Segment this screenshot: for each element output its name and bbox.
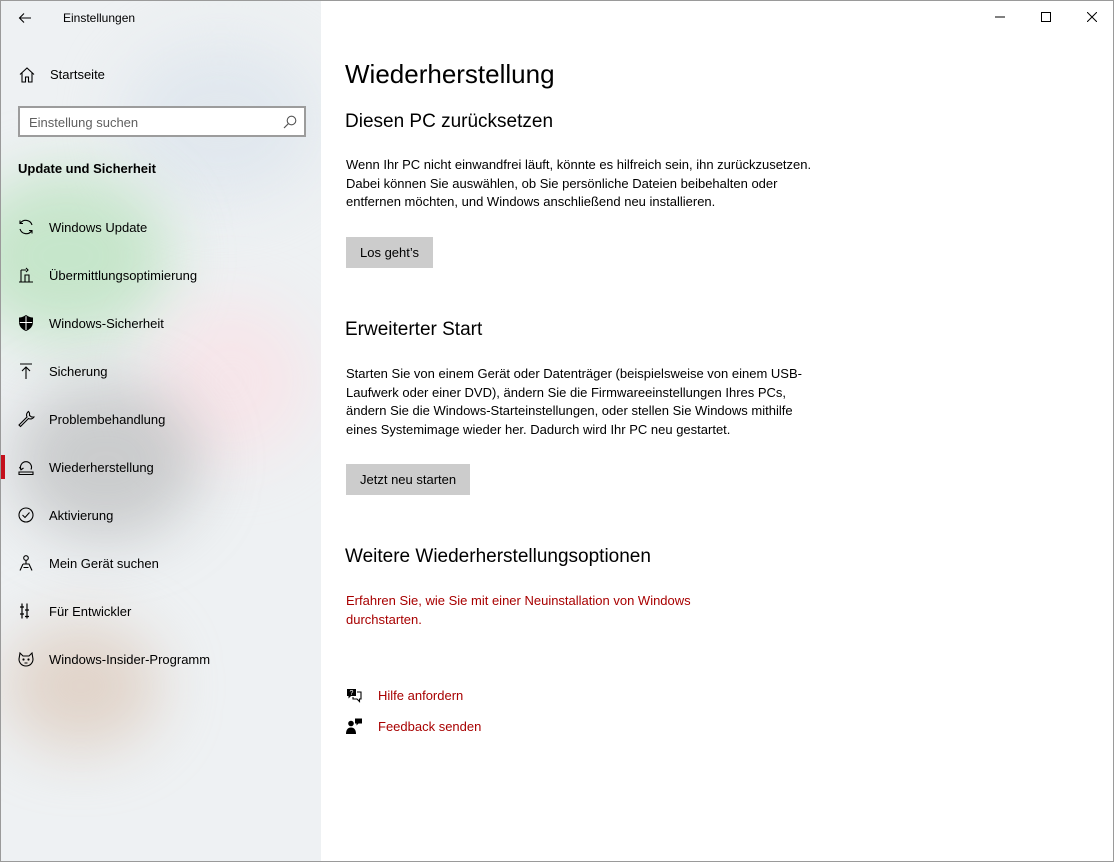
- close-button[interactable]: [1069, 1, 1114, 33]
- wrench-icon: [16, 409, 36, 429]
- feedback-person-icon: [345, 717, 363, 735]
- app-title: Einstellungen: [63, 11, 136, 25]
- sidebar-item-label: Aktivierung: [49, 508, 114, 523]
- sidebar-item-label: Wiederherstellung: [49, 460, 154, 475]
- send-feedback-link[interactable]: [345, 716, 645, 738]
- get-help-link[interactable]: [345, 685, 645, 707]
- sidebar-item-recovery[interactable]: [1, 443, 321, 491]
- minimize-button[interactable]: [977, 1, 1023, 33]
- sidebar-item-label: Problembehandlung: [49, 412, 166, 427]
- check-circle-icon: [16, 505, 36, 525]
- reset-heading: Diesen PC zurücksetzen: [345, 111, 554, 132]
- reset-pc-button[interactable]: Los geht’s: [346, 237, 433, 268]
- shield-icon: [16, 313, 36, 333]
- send-feedback-label: Feedback senden: [378, 719, 482, 734]
- sidebar-item-label: Für Entwickler: [49, 604, 132, 619]
- search-icon[interactable]: [282, 114, 298, 130]
- insider-icon: [16, 649, 36, 669]
- find-device-icon: [16, 553, 36, 573]
- sidebar-item-activation[interactable]: [1, 491, 321, 539]
- sidebar-item-windows-update[interactable]: [1, 203, 321, 251]
- main-content: [321, 1, 1114, 862]
- sidebar-item-windows-security[interactable]: [1, 299, 321, 347]
- window-controls: [977, 1, 1114, 33]
- home-icon: [17, 65, 37, 85]
- page-title: Wiederherstellung: [345, 59, 555, 89]
- sidebar-nav: [1, 203, 321, 683]
- back-button[interactable]: [11, 5, 39, 31]
- advanced-start-description: Starten Sie von einem Gerät oder Datenträger (beispielsweise von einem USB-Laufwerk oder einer DVD), ändern Sie die Firmwareeinstellungen Ihres PCs, ändern Sie die Windows-Starteinstellungen, oder stellen Sie Windows mithilfe eines Systemimage wieder her. Dadurch wird Ihr PC neu gestartet.: [346, 366, 802, 437]
- clean-install-link[interactable]: Erfahren Sie, wie Sie mit einer Neuinstallation von Windows durchstarten.: [346, 593, 691, 627]
- backup-arrow-icon: [16, 361, 36, 381]
- sidebar-item-delivery-optimization[interactable]: [1, 251, 321, 299]
- home-label: Startseite: [50, 67, 105, 82]
- maximize-icon: [1041, 12, 1051, 22]
- active-indicator: [1, 455, 5, 479]
- delivery-optimization-icon: [16, 265, 36, 285]
- sidebar-item-find-device[interactable]: [1, 539, 321, 587]
- sidebar-item-label: Mein Gerät suchen: [49, 556, 159, 571]
- sidebar-item-label: Windows Update: [49, 220, 148, 235]
- search-input[interactable]: [29, 113, 269, 131]
- more-options-heading: Weitere Wiederherstellungsoptionen: [345, 546, 651, 567]
- sidebar: [1, 1, 321, 862]
- svg-text:?: ?: [349, 689, 354, 697]
- recovery-icon: [16, 457, 36, 477]
- close-icon: [1087, 12, 1097, 22]
- search-box[interactable]: [18, 106, 306, 137]
- back-arrow-icon: [18, 12, 32, 24]
- sidebar-item-insider[interactable]: [1, 635, 321, 683]
- titlebar-left: [1, 1, 321, 35]
- restart-now-button[interactable]: Jetzt neu starten: [346, 464, 470, 495]
- sidebar-item-label: Sicherung: [49, 364, 108, 379]
- home-nav-item[interactable]: [1, 57, 321, 93]
- minimize-icon: [995, 12, 1005, 22]
- section-title: Update und Sicherheit: [18, 161, 156, 176]
- sidebar-item-label: Windows-Sicherheit: [49, 316, 164, 331]
- sidebar-item-troubleshoot[interactable]: [1, 395, 321, 443]
- refresh-icon: [16, 217, 36, 237]
- sidebar-item-label: Übermittlungsoptimierung: [49, 268, 198, 283]
- get-help-label: Hilfe anfordern: [378, 688, 464, 703]
- maximize-button[interactable]: [1023, 1, 1069, 33]
- advanced-start-heading: Erweiterter Start: [345, 319, 483, 340]
- developer-icon: [16, 601, 36, 621]
- reset-description: Wenn Ihr PC nicht einwandfrei läuft, könnte es hilfreich sein, ihn zurückzusetzen. Dabei können Sie auswählen, ob Sie persönliche Dateien beibehalten oder entfernen möchten, und Windows anschließend neu installieren.: [346, 157, 812, 209]
- sidebar-item-label: Windows-Insider-Programm: [49, 652, 211, 667]
- sidebar-item-backup[interactable]: [1, 347, 321, 395]
- help-chat-icon: [345, 686, 363, 704]
- sidebar-item-developers[interactable]: [1, 587, 321, 635]
